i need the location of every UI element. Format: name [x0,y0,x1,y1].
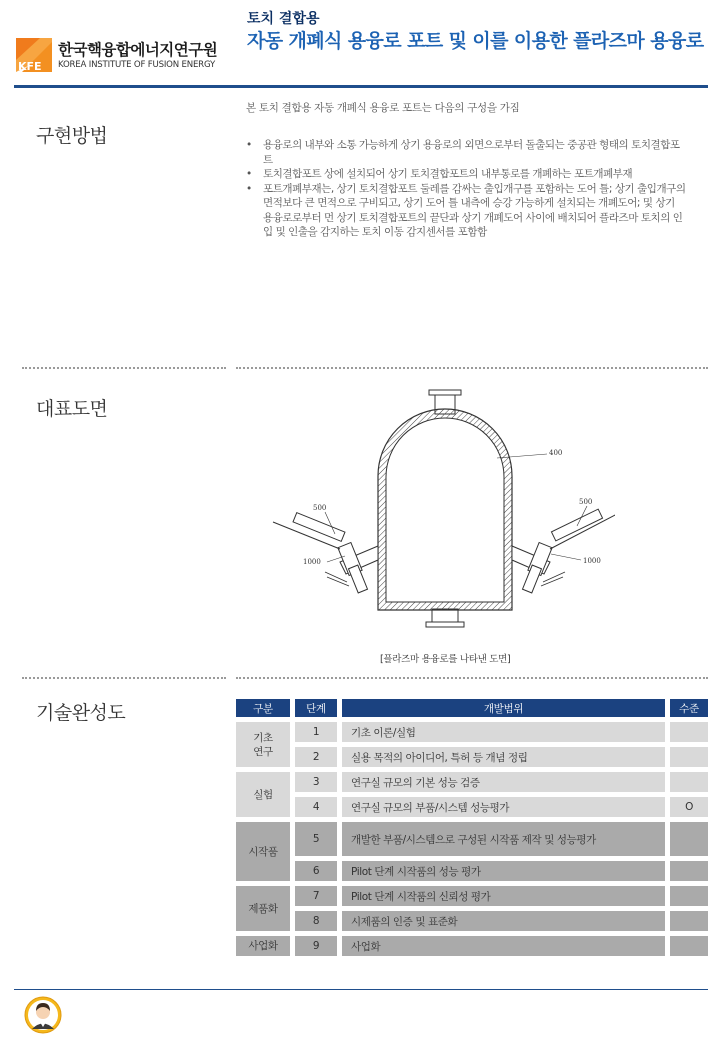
category-cell: 실험 [236,772,290,817]
level-cell [670,861,708,881]
list-item: • 포트개폐부재는, 상기 토치결합포트 둘레를 감싸는 출입개구를 포함하는 도어 틀; 상기 출입개구의 면적보다 큰 면적으로 구비되고, 상기 도어 틀 내측에 승강 가능하게 설치되는 개폐도어; 및 상기 용융로로부터 먼 상기 토치결합포트의 끝단과 상기 개폐도어 사이에 배치되어 플라즈마 토치의 인입 및 인출을 감지하는 토치 이동 감지센서를 포함함 [246,182,686,238]
section-divider [236,367,708,369]
right-torch-port [512,509,615,593]
org-name-kr: 한국핵융합에너지연구원 [58,41,218,59]
scope-cell: 시제품의 인증 및 표준화 [342,911,665,931]
level-cell [670,722,708,742]
stage-cell: 7 [295,886,337,906]
stage-cell: 2 [295,747,337,767]
category-cell: 시작품 [236,822,290,881]
table-header: 단계 [295,699,337,717]
bullet-icon: • [246,182,252,195]
svg-text:500: 500 [313,504,327,512]
header-divider [14,85,708,88]
scope-cell: 기초 이론/실험 [342,722,665,742]
section-divider [236,677,708,679]
org-name-en: KOREA INSTITUTE OF FUSION ENERGY [58,60,216,70]
level-cell [670,772,708,792]
tech-category: 토치 결합용 [247,11,320,27]
level-cell [670,886,708,906]
svg-text:KFE: KFE [18,60,42,72]
plasma-furnace-drawing [265,384,615,646]
researcher-avatar-icon [24,996,62,1034]
table-header: 개발범위 [342,699,665,717]
table-header: 수준 [670,699,708,717]
stage-cell: 1 [295,722,337,742]
scope-cell: 개발한 부품/시스템으로 구성된 시작품 제작 및 성능평가 [342,822,665,856]
bullet-icon: • [246,168,252,180]
page-title: 자동 개폐식 용융로 포트 및 이를 이용한 플라즈마 용융로 [247,30,704,52]
figure-caption: [플라즈마 용융로를 나타낸 도면] [380,654,511,665]
stage-cell: 3 [295,772,337,792]
section-title-drawing: 대표도면 [36,398,108,420]
scope-cell: 연구실 규모의 부품/시스템 성능평가 [342,797,665,817]
section-title-implementation: 구현방법 [36,125,108,147]
svg-text:1000: 1000 [583,557,601,565]
scope-cell: 실용 목적의 아이디어, 특허 등 개념 정립 [342,747,665,767]
category-cell: 제품화 [236,886,290,931]
level-cell [670,822,708,856]
level-cell [670,936,708,956]
maturity-table [236,699,708,959]
kfe-logo [16,38,234,72]
stage-cell: 9 [295,936,337,956]
kfe-logo-icon [16,38,52,72]
section-divider [22,677,226,679]
bullet-icon: • [246,139,252,151]
scope-cell: 연구실 규모의 기본 성능 검증 [342,772,665,792]
scope-cell: Pilot 단계 시작품의 신뢰성 평가 [342,886,665,906]
stage-cell: 5 [295,822,337,856]
section-title-maturity: 기술완성도 [36,702,126,724]
scope-cell: Pilot 단계 시작품의 성능 평가 [342,861,665,881]
scope-cell: 사업화 [342,936,665,956]
implementation-intro: 본 토치 결합용 자동 개폐식 용융로 포트는 다음의 구성을 가짐 [246,102,520,114]
section-divider [22,367,226,369]
stage-cell: 8 [295,911,337,931]
level-cell [670,747,708,767]
stage-cell: 4 [295,797,337,817]
table-header: 구분 [236,699,290,717]
list-item: • 용융로의 내부와 소통 가능하게 상기 용융로의 외면으로부터 돌출되는 중공관 형태의 토치결합포트 [246,139,680,166]
footer-divider [14,989,708,990]
implementation-bullets [246,138,686,240]
category-cell: 기초 연구 [236,722,290,767]
level-cell [670,911,708,931]
svg-text:500: 500 [579,498,593,506]
stage-cell: 6 [295,861,337,881]
level-cell: O [670,797,708,817]
list-item: • 토치결합포트 상에 설치되어 상기 토치결합포트의 내부통로를 개폐하는 포트개폐부재 [246,168,633,180]
category-cell: 사업화 [236,936,290,956]
svg-text:1000: 1000 [303,558,321,566]
svg-text:400: 400 [549,449,563,457]
left-torch-port [273,513,378,593]
